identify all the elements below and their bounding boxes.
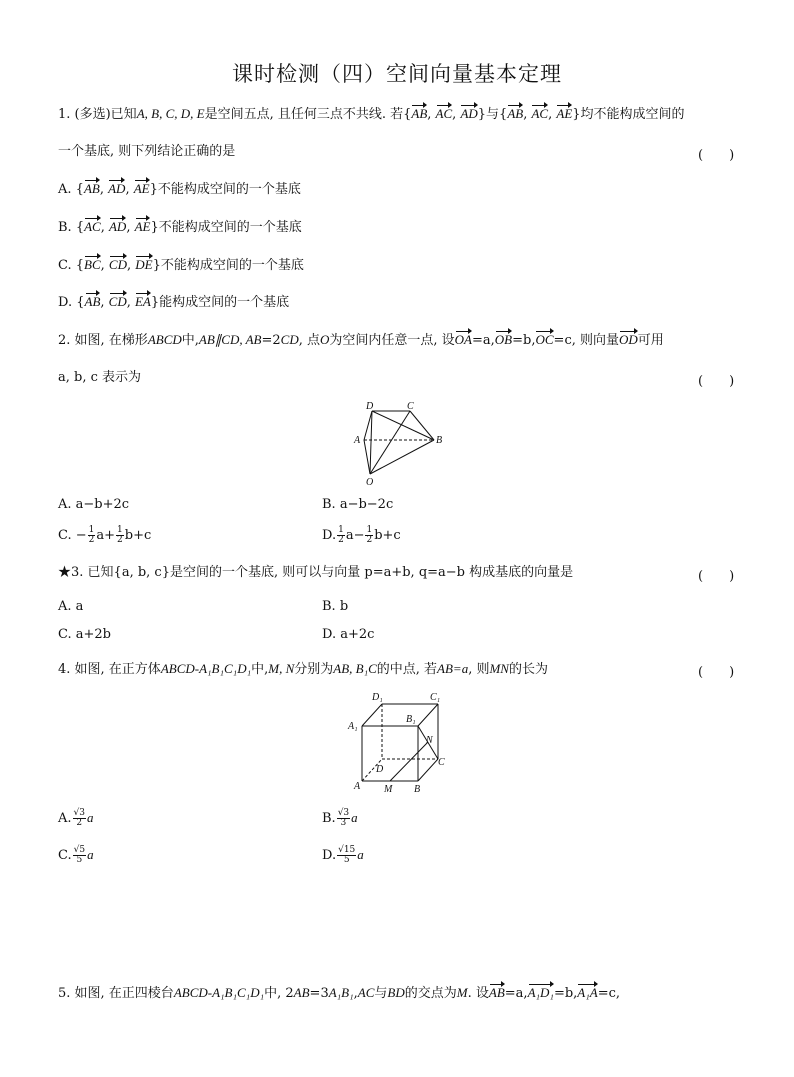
q4-text: 分别为 — [294, 662, 334, 677]
fraction — [365, 526, 373, 545]
vector-ac: AC — [436, 104, 453, 124]
vector-a1d1: A₁D₁ — [528, 983, 554, 1003]
answer-blank: ( ) — [698, 374, 735, 389]
sep: , — [427, 107, 436, 122]
sep: , — [126, 295, 135, 310]
q2-text: 中, — [181, 333, 199, 348]
answer-blank: ( ) — [698, 148, 735, 163]
q1-line2: 一个基底, 则下列结论正确的是 — [58, 144, 236, 159]
q3-line1 — [58, 563, 573, 583]
fraction — [116, 526, 124, 545]
q4-text: 中, — [251, 662, 269, 677]
sep: , — [126, 220, 135, 235]
q5-text: 中, 2 — [264, 986, 294, 1001]
vector-bc: BC — [84, 255, 101, 275]
star-icon: ★ — [58, 565, 72, 580]
option-label: C. — [58, 848, 72, 863]
option-text: D. — [322, 528, 337, 543]
denominator: 3 — [340, 818, 347, 828]
sep: , — [548, 107, 557, 122]
denominator: 5 — [343, 855, 350, 865]
option-text: a+ — [96, 528, 116, 543]
q1-option-c[interactable] — [58, 255, 304, 276]
numerator: √5 — [73, 845, 86, 855]
option-label: C. { — [58, 258, 85, 273]
q5-text: =b, — [553, 986, 578, 1001]
q2-option-c[interactable] — [58, 526, 151, 546]
label-c1: C₁ — [430, 692, 441, 703]
label-b: B — [414, 784, 421, 795]
q2-text: 可用 — [637, 333, 664, 348]
q4-text: ABCD-A₁B₁C₁D₁ — [160, 661, 252, 676]
fraction — [88, 526, 96, 545]
denominator: 2 — [117, 535, 123, 545]
q5-text: =c, — [597, 986, 621, 1001]
option-text: C. − — [58, 528, 87, 543]
q2-text: =c, 则向量 — [553, 333, 619, 348]
label-c: C — [407, 401, 414, 412]
q4-line1 — [58, 659, 548, 680]
denominator: 2 — [366, 535, 373, 545]
label-b1: B₁ — [406, 714, 416, 725]
vector-ab: AB — [84, 179, 100, 199]
label-b: B — [436, 435, 443, 446]
q1-text: }与{ — [477, 107, 508, 122]
q5-text: , — [353, 986, 358, 1001]
option-label: D. { — [58, 295, 85, 310]
q4-option-d[interactable] — [322, 845, 364, 866]
q5-text: =a, — [504, 986, 528, 1001]
fraction — [73, 846, 86, 865]
q1-text: 是空间五点, 且任何三点不共线. 若{ — [204, 107, 412, 122]
option-text: }不能构成空间的一个基底 — [152, 258, 304, 273]
sep: , — [100, 220, 109, 235]
q4-option-c[interactable] — [58, 845, 94, 866]
q3-text: 3. 已知{a, b, c}是空间的一个基底, 则可以与向量 p=a+b, q=a−b 构成基底的向量是 — [71, 565, 574, 580]
label-c: C — [438, 757, 445, 768]
q5-text: BD — [387, 985, 405, 1000]
q1-points: A, B, C, D, E — [136, 106, 205, 121]
q2-text: O — [320, 332, 330, 347]
option-text: a− — [345, 528, 365, 543]
q5-text: ABCD-A₁B₁C₁D₁ — [173, 985, 265, 1000]
label-m: M — [384, 784, 393, 795]
q3-option-c[interactable]: C. a+2b — [58, 627, 111, 642]
sep: , — [100, 258, 109, 273]
option-text: b+c — [124, 528, 152, 543]
vector-ad: AD — [460, 104, 477, 124]
vector-cd: CD — [109, 255, 127, 275]
fraction — [73, 809, 86, 828]
q2-option-b[interactable]: B. a−b−2c — [322, 497, 394, 512]
q5-text: 的交点为 — [404, 986, 457, 1001]
q4-text: AB, B₁C — [333, 661, 377, 676]
numerator: √3 — [73, 808, 85, 818]
q4-option-a[interactable] — [58, 808, 94, 829]
q5-text: 5. 如图, 在正四棱台 — [58, 986, 174, 1001]
denominator: 5 — [76, 855, 83, 865]
label-d: D — [366, 401, 374, 412]
vector-ae: AE — [134, 179, 150, 199]
vector-ac: AC — [531, 104, 548, 124]
label-a: A — [354, 781, 361, 792]
fraction — [337, 846, 356, 865]
vector-ae: AE — [556, 104, 572, 124]
q1-option-d[interactable] — [58, 292, 289, 313]
q4-text: 的中点, 若 — [376, 662, 438, 677]
q2-text: =a, — [472, 333, 495, 348]
q3-option-b[interactable]: B. b — [322, 599, 349, 614]
q1-text: }均不能构成空间的 — [572, 107, 685, 122]
option-text: }不能构成空间的一个基底 — [149, 182, 301, 197]
vector-ad: AD — [109, 217, 126, 237]
label-d: D — [376, 764, 384, 775]
answer-blank: ( ) — [698, 569, 735, 584]
label-o: O — [366, 477, 374, 488]
vector-ab: AB — [411, 104, 427, 124]
q4-option-b[interactable] — [322, 808, 358, 829]
vector-ad: AD — [108, 179, 125, 199]
vector-oc: OC — [535, 330, 553, 350]
q2-option-d[interactable] — [322, 526, 401, 546]
option-text: b+c — [374, 528, 401, 543]
vector-ac: AC — [84, 217, 101, 237]
numerator: 1 — [338, 525, 344, 535]
q1-text: 1. (多选)已知 — [58, 107, 137, 122]
sep: , — [125, 182, 134, 197]
fraction — [337, 526, 345, 545]
option-text: }不能构成空间的一个基底 — [150, 220, 302, 235]
q2-line1 — [58, 330, 664, 351]
q4-text: M, N — [268, 661, 295, 676]
denominator: 2 — [88, 535, 95, 545]
numerator: √3 — [337, 808, 350, 818]
vector-ae: AE — [135, 217, 151, 237]
q2-text: 2. 如图, 在梯形 — [58, 333, 148, 348]
answer-blank: ( ) — [698, 665, 735, 680]
label-d1: D₁ — [372, 692, 383, 703]
q5-text: AB — [293, 985, 310, 1000]
vector-ab: AB — [489, 983, 505, 1003]
label-n: N — [426, 735, 433, 746]
q4-text: 4. 如图, 在正方体 — [58, 662, 161, 677]
denominator: 2 — [76, 818, 83, 828]
vector-ab: AB — [85, 292, 101, 312]
q2-text: ABCD — [147, 332, 182, 347]
q4-text: 的长为 — [508, 662, 548, 677]
denominator: 2 — [338, 535, 344, 545]
q2-text: CD — [280, 332, 299, 347]
q5-text: . 设 — [467, 986, 489, 1001]
q2-text: , 点 — [298, 333, 320, 348]
q2-text: AB∥CD, AB — [198, 332, 262, 347]
q5-text: M — [456, 985, 468, 1000]
label-a: A — [354, 435, 361, 446]
q1-option-b[interactable] — [58, 217, 302, 238]
q4-text: MN — [489, 661, 509, 676]
q2-line2: a, b, c 表示为 — [58, 370, 142, 385]
variable-a: a — [357, 847, 364, 862]
sep: , — [452, 107, 461, 122]
q1-line1 — [58, 104, 685, 125]
option-text: }能构成空间的一个基底 — [150, 295, 290, 310]
vector-a1a: A₁A — [577, 983, 597, 1003]
sep: , — [99, 182, 109, 197]
fraction — [337, 809, 350, 828]
q2-text: =2 — [261, 333, 281, 348]
q5-text: =3 — [309, 986, 329, 1001]
vector-cd: CD — [109, 292, 127, 312]
option-label: B. — [322, 811, 336, 826]
numerator: √15 — [338, 845, 356, 855]
option-label: D. — [322, 848, 337, 863]
vector-de: DE — [135, 255, 152, 275]
vector-ea: EA — [135, 292, 151, 312]
q2-text: 为空间内任意一点, 设 — [329, 333, 455, 348]
variable-a: a — [87, 810, 94, 825]
q3-option-d[interactable]: D. a+2c — [322, 627, 375, 642]
vector-oa: OA — [455, 330, 472, 350]
label-a1: A₁ — [348, 721, 358, 732]
sep: , — [100, 295, 109, 310]
q2-text: =b, — [512, 333, 536, 348]
q3-option-a[interactable]: A. a — [58, 599, 84, 614]
q4-text: , 则 — [468, 662, 490, 677]
q5-text: 与 — [374, 986, 388, 1001]
numerator: 1 — [366, 525, 373, 535]
sep: , — [126, 258, 136, 273]
option-label: B. { — [58, 220, 85, 235]
q4-text: AB=a — [437, 661, 469, 676]
trapezoid-figure — [350, 398, 450, 488]
q1-option-a[interactable] — [58, 179, 301, 200]
q5-text: A₁B₁ — [328, 985, 354, 1000]
vector-ab: AB — [507, 104, 523, 124]
variable-a: a — [87, 847, 94, 862]
vector-ob: OB — [495, 330, 512, 350]
option-label: A. — [58, 811, 72, 826]
q5-text: AC — [357, 985, 375, 1000]
option-label: A. { — [58, 182, 84, 197]
variable-a: a — [351, 810, 358, 825]
q2-option-a[interactable]: A. a−b+2c — [58, 497, 130, 512]
numerator: 1 — [88, 525, 95, 535]
page-title: 课时检测（四）空间向量基本定理 — [232, 62, 562, 86]
sep: , — [523, 107, 532, 122]
vector-od: OD — [619, 330, 638, 350]
cube-figure — [342, 688, 452, 796]
numerator: 1 — [117, 525, 123, 535]
q5-line1 — [58, 983, 620, 1004]
